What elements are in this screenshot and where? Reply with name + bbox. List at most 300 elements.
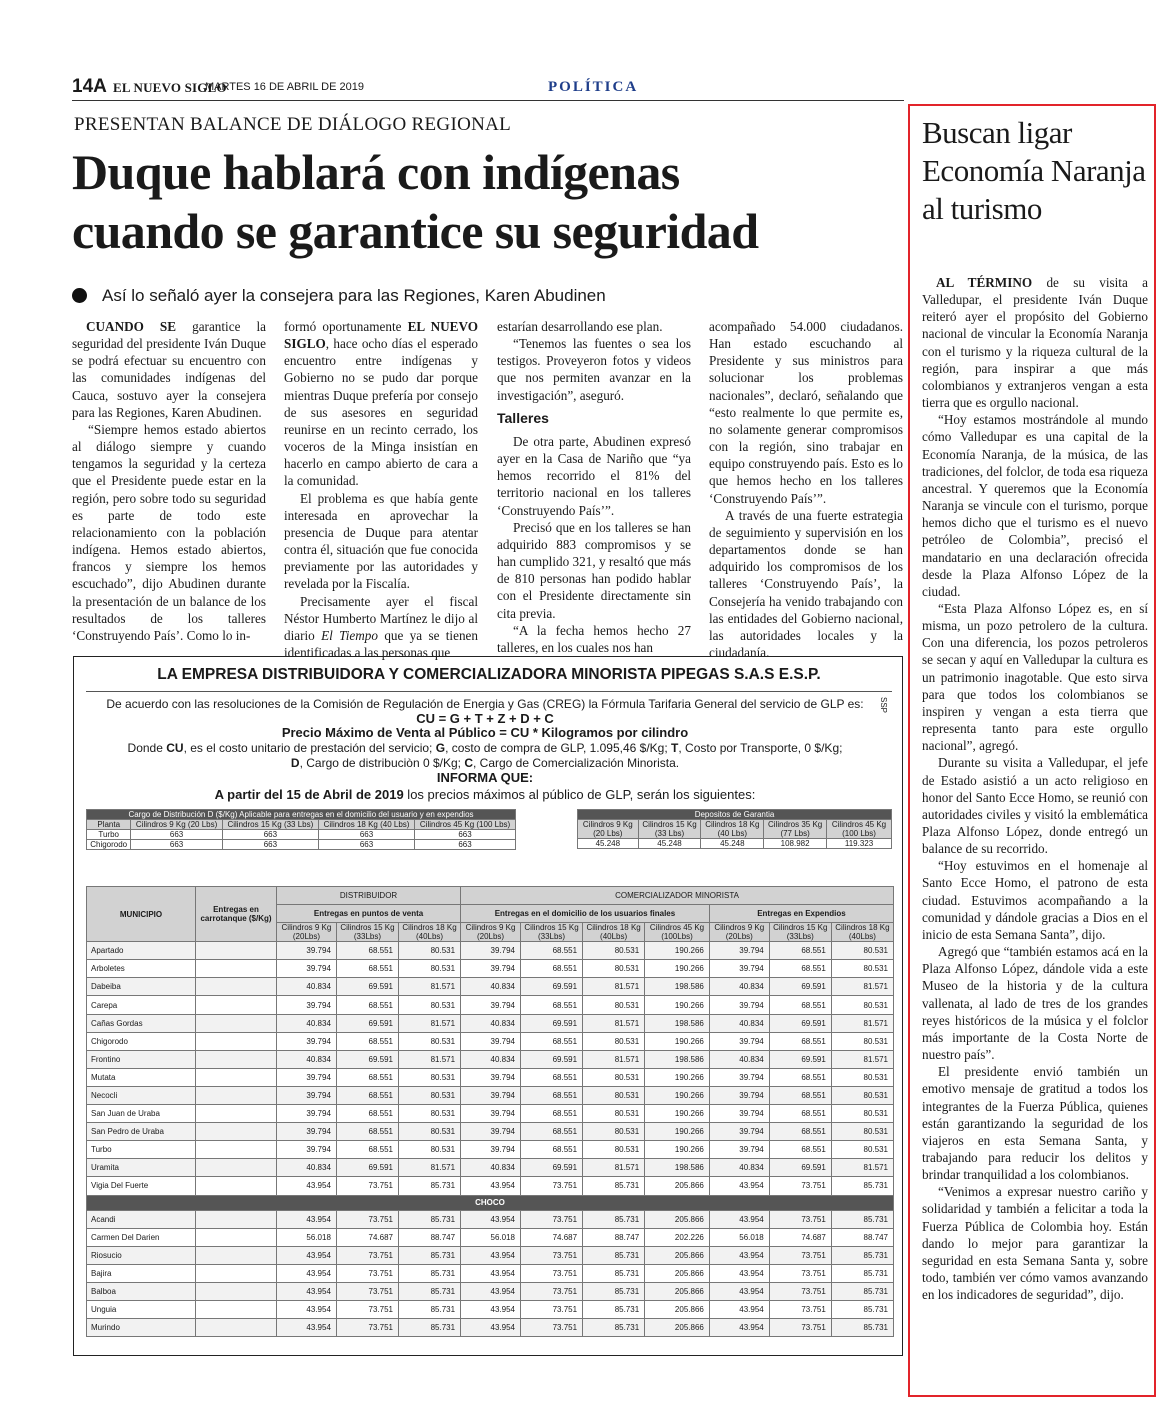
price-cell: 39.794 [277,960,337,978]
table-row [87,1282,894,1300]
price-cell: 85.731 [831,1177,893,1195]
column-header: Cilindros 9 Kg (20Lbs) [277,923,337,942]
price-cell: 43.954 [461,1282,521,1300]
price-cell: 43.954 [461,1264,521,1282]
price-cell: 69.591 [520,1014,582,1032]
price-cell: 81.571 [831,1014,893,1032]
price-cell: 205.866 [645,1319,710,1337]
price-cell: 68.551 [769,1068,831,1086]
price-cell: 73.751 [336,1246,398,1264]
price-cell: 39.794 [709,942,769,960]
paragraph: “Tenemos las fuentes o sea los testigos. Proveyeron fotos y videos que nos permiten avanzar en la investigación”, aseguró. [497,336,691,403]
table-cell: 663 [318,830,414,840]
headline-line-2: cuando se garantice su seguridad [72,203,759,259]
column-header: Cilindros 9 Kg (20 Lbs) [131,820,222,830]
price-cell: 39.794 [709,1105,769,1123]
price-cell: 68.551 [336,1105,398,1123]
price-cell: 68.551 [336,1141,398,1159]
price-cell: 68.551 [520,996,582,1014]
municipio-cell: Mutata [87,1068,196,1086]
price-cell: 88.747 [398,1228,460,1246]
price-cell: 73.751 [520,1300,582,1318]
price-cell: 198.586 [645,1014,710,1032]
column-header: Entregas en carrotanque ($/Kg) [196,887,277,942]
table-cell: 45.248 [701,839,764,849]
paragraph: “Venimos a expresar nuestro cariño y solidaridad y también a felicitar a toda la Fuerza Pública de Colombia hoy. Están dando lo mejor para garantizar la seguridad en esta Semana Santa y, sobre todo, también ver cómo vamos avanzando en los indicadores de seguridad”, dijo. [922,1184,1148,1303]
table-row [87,1228,894,1246]
paragraph: “Hoy estuvimos en el homenaje al Santo Ecce Homo, el patrono de esta ciudad. Estuvimos acompañando a la comunidad y dándole gracias a Dios en el inicio de esta Semana Santa”, dijo. [922,858,1148,942]
table-row [87,1068,894,1086]
price-cell: 198.586 [645,1159,710,1177]
table-cell: Turbo [87,830,131,840]
municipio-cell: Uramita [87,1159,196,1177]
carrotanque-cell [196,1300,277,1318]
price-cell: 69.591 [769,1014,831,1032]
price-cell: 39.794 [277,1032,337,1050]
price-cell: 80.531 [398,1105,460,1123]
table-cell: 45.248 [638,839,701,849]
table-cell: Chigorodo [87,840,131,850]
paragraph: A través de una fuerte estrategia de seguimiento y supervisión en los departamentos donde se han adquirido los compromisos de los talleres ‘Construyendo País’, la Consejería ha venido trabajando con las entidades del Gobierno nacional, las autoridades locales y la ciudadanía. [709,507,903,660]
newspaper-name: EL NUEVO SIGLO [113,80,227,95]
column-header: Cilindros 45 Kg (100Lbs) [645,923,710,942]
table-row [87,1123,894,1141]
article-column-3 [497,318,691,656]
table-row [87,1086,894,1104]
price-cell: 85.731 [583,1282,645,1300]
price-cell: 68.551 [336,960,398,978]
price-cell: 73.751 [336,1264,398,1282]
price-cell: 85.731 [398,1210,460,1228]
carrotanque-cell [196,1086,277,1104]
carrotanque-cell [196,1068,277,1086]
price-cell: 80.531 [831,1086,893,1104]
notice-line-2: Precio Máximo de Venta al Público = CU * Kilogramos por cilindro [281,725,689,740]
column-header: MUNICIPIO [87,887,196,942]
group-header: DISTRIBUIDOR [277,887,461,905]
table-row [87,1319,894,1337]
notice-line-3: Donde CU, es el costo unitario de prestación del servicio; G, costo de compra de GLP, 1.095,46 $/Kg; T, Costo por Transporte, 0 $/Kg; [127,741,843,755]
price-cell: 85.731 [831,1300,893,1318]
price-cell: 81.571 [831,1159,893,1177]
issue-date: MARTES 16 DE ABRIL DE 2019 [205,81,364,93]
price-cell: 43.954 [277,1246,337,1264]
paragraph: Precisamente ayer el fiscal Néstor Humberto Martínez le dijo al diario El Tiempo que ya se tienen identificadas a las personas que [284,593,478,660]
column-header: Cilindros 9 Kg (20Lbs) [461,923,521,942]
price-cell: 85.731 [583,1319,645,1337]
price-cell: 81.571 [398,1014,460,1032]
table-row [87,960,894,978]
table-cell: 108.982 [764,839,827,849]
price-cell: 43.954 [709,1246,769,1264]
price-cell: 73.751 [520,1177,582,1195]
table-caption: Cargo de Distribución D ($/Kg) Aplicable para entregas en el domicilio del usuario y en expendios [87,810,516,820]
municipio-cell: Carmen Del Darien [87,1228,196,1246]
price-cell: 43.954 [461,1210,521,1228]
paragraph: “Esta Plaza Alfonso López es, en sí misma, un pozo petrolero de la cultura. Con una diferencia, los pozos petroleros se secan y aquí en Valledupar la cultura es un patrimonio inagotable. Que esto sirva para que todos los colombianos se inspiren y vengan a esta tierra que representa tanto para este orgullo nacional”, agregó. [922,600,1148,754]
price-cell: 39.794 [277,1141,337,1159]
price-cell: 39.794 [461,1123,521,1141]
table-row [87,1264,894,1282]
table-cell: 663 [131,830,222,840]
table-row [87,942,894,960]
price-cell: 68.551 [336,1123,398,1141]
price-cell: 40.834 [709,1159,769,1177]
article-column-4 [709,318,903,661]
municipio-cell: Unguia [87,1300,196,1318]
price-cell: 43.954 [461,1177,521,1195]
article-column-2 [284,318,478,661]
table-row [87,1159,894,1177]
header-rule [72,100,904,101]
municipio-cell: Murindo [87,1319,196,1337]
table-row [578,839,892,849]
price-cell: 73.751 [769,1282,831,1300]
price-cell: 190.266 [645,942,710,960]
municipio-cell: Frontino [87,1050,196,1068]
price-cell: 80.531 [583,1032,645,1050]
price-cell: 69.591 [769,1159,831,1177]
price-cell: 43.954 [277,1319,337,1337]
price-cell: 73.751 [520,1246,582,1264]
price-cell: 69.591 [336,1159,398,1177]
price-cell: 39.794 [461,960,521,978]
price-cell: 88.747 [583,1228,645,1246]
price-cell: 85.731 [831,1282,893,1300]
price-cell: 80.531 [831,1123,893,1141]
price-cell: 80.531 [583,1068,645,1086]
group-header: Entregas en puntos de venta [277,905,461,923]
price-cell: 85.731 [583,1300,645,1318]
price-cell: 39.794 [461,1032,521,1050]
price-cell: 68.551 [769,942,831,960]
price-cell: 190.266 [645,1086,710,1104]
price-cell: 81.571 [583,1050,645,1068]
sidebar-body [922,274,1148,1303]
lead-in: CUANDO SE [86,319,177,334]
price-cell: 39.794 [461,1141,521,1159]
price-cell: 205.866 [645,1177,710,1195]
price-cell: 205.866 [645,1246,710,1264]
table-row [87,1050,894,1068]
price-cell: 205.866 [645,1282,710,1300]
notice-side-code: SSP [879,697,888,714]
column-header: Cilindros 15 Kg (33Lbs) [769,923,831,942]
price-cell: 39.794 [709,1141,769,1159]
notice-line-4: D, Cargo de distribuciòn 0 $/Kg; C, Cargo de Comercialización Minorista. [290,756,680,770]
price-cell: 43.954 [709,1177,769,1195]
price-cell: 73.751 [520,1282,582,1300]
municipio-cell: Chigorodo [87,1032,196,1050]
municipio-cell: Vigia Del Fuerte [87,1177,196,1195]
price-cell: 69.591 [336,1014,398,1032]
notice-title: LA EMPRESA DISTRIBUIDORA Y COMERCIALIZADORA MINORISTA PIPEGAS S.A.S E.S.P. [157,666,821,683]
carrotanque-cell [196,1282,277,1300]
price-cell: 190.266 [645,1123,710,1141]
price-cell: 81.571 [831,1050,893,1068]
carrotanque-cell [196,1105,277,1123]
price-cell: 43.954 [461,1319,521,1337]
price-cell: 40.834 [709,1014,769,1032]
price-cell: 39.794 [461,1105,521,1123]
lead-in: AL TÉRMINO [936,275,1033,290]
price-cell: 190.266 [645,1141,710,1159]
price-cell: 73.751 [769,1246,831,1264]
price-cell: 81.571 [583,978,645,996]
price-cell: 69.591 [336,1050,398,1068]
price-cell: 68.551 [769,1086,831,1104]
municipio-cell: Riosucio [87,1246,196,1264]
price-cell: 85.731 [398,1319,460,1337]
column-header: Cilindros 18 Kg (40Lbs) [831,923,893,942]
price-cell: 80.531 [583,996,645,1014]
table-cell: 663 [415,840,516,850]
price-cell: 69.591 [520,1050,582,1068]
price-cell: 40.834 [709,1050,769,1068]
price-cell: 80.531 [831,1105,893,1123]
paragraph: formó oportunamente EL NUEVO SIGLO, hace ocho días el esperado encuentro entre indígenas y Gobierno no se pudo dar porque mientras Duque prefería por consejo de sus asesores en seguridad reunirse en un recinto cerrado, los voceros de la Minga insistían en hacerlo en campo abierto de cara a la comunidad. [284,319,478,489]
column-header: Cilindros 15 Kg (33Lbs) [520,923,582,942]
notice-rule [86,691,892,692]
table-cell: 663 [415,830,516,840]
price-cell: 73.751 [520,1264,582,1282]
price-cell: 68.551 [769,1105,831,1123]
table-row [87,996,894,1014]
table-row [87,840,516,850]
price-cell: 68.551 [336,996,398,1014]
price-cell: 68.551 [520,1105,582,1123]
price-cell: 81.571 [831,978,893,996]
carrotanque-cell [196,1228,277,1246]
price-cell: 73.751 [336,1282,398,1300]
price-cell: 68.551 [520,960,582,978]
price-cell: 73.751 [336,1319,398,1337]
price-cell: 43.954 [709,1300,769,1318]
municipio-cell: San Juan de Uraba [87,1105,196,1123]
municipio-cell: Necocli [87,1086,196,1104]
paragraph: De otra parte, Abudinen expresó ayer en la Casa de Nariño que “ya hemos recorrido el 81% del territorio nacional en los talleres ‘Construyendo País’”. [497,433,691,518]
price-cell: 80.531 [831,1068,893,1086]
paragraph: estarían desarrollando ese plan. [497,319,663,334]
paragraph: “Siempre hemos estado abiertos al diálogo siempre y cuando tengamos la seguridad y la certeza que el Presidente puede estar en la región, pero sobre todo su seguridad es parte de todo este relacionamiento con la población indígena. Hemos estado abiertos, francos y siempre los hemos escuchado”, dijo Abudinen durante la presentación de un balance de los resultados de los talleres ‘Construyendo País’. Como lo in- [72,421,266,643]
price-cell: 43.954 [709,1210,769,1228]
column-header: Cilindros 35 Kg (77 Lbs) [764,820,827,839]
price-cell: 40.834 [277,1014,337,1032]
table-row [87,978,894,996]
price-cell: 40.834 [277,978,337,996]
price-cell: 39.794 [709,996,769,1014]
price-cell: 80.531 [398,1068,460,1086]
column-header: Cilindros 9 Kg (20 Lbs) [578,820,639,839]
price-cell: 68.551 [769,1032,831,1050]
price-cell: 80.531 [831,1032,893,1050]
price-cell: 88.747 [831,1228,893,1246]
paragraph: “Hoy estamos mostrándole al mundo cómo Valledupar es una capital de la Economía Naranja, de la música, de las tradiciones, del folclor, de toda esa riqueza ancestral. Y queremos que la Economía Naranja se vincule con el turismo, porque hemos dicho que el turismo es el nuevo petróleo de Colombia”, precisó el mandatario en una declaración ofrecida desde la Plaza Alfonso López de la ciudad. [922,412,1148,599]
price-cell: 56.018 [709,1228,769,1246]
price-cell: 190.266 [645,960,710,978]
price-cell: 81.571 [398,978,460,996]
price-cell: 80.531 [583,1086,645,1104]
department-label: CHOCO [87,1195,894,1210]
price-cell: 73.751 [336,1300,398,1318]
price-cell: 69.591 [336,978,398,996]
carrotanque-cell [196,1050,277,1068]
column-header: Cilindros 45 Kg (100 Lbs) [827,820,892,839]
price-cell: 40.834 [461,1050,521,1068]
page-number: 14A [72,76,107,97]
bullet-icon [72,288,87,303]
price-cell: 80.531 [831,942,893,960]
municipio-cell: Arboletes [87,960,196,978]
price-cell: 68.551 [520,1086,582,1104]
price-cell: 39.794 [277,996,337,1014]
price-cell: 69.591 [520,978,582,996]
price-cell: 80.531 [583,960,645,978]
municipio-cell: Bajira [87,1264,196,1282]
paper-mention: EL NUEVO SIGLO [284,319,478,352]
carrotanque-cell [196,1123,277,1141]
price-cell: 74.687 [520,1228,582,1246]
price-cell: 68.551 [769,996,831,1014]
price-cell: 39.794 [709,1068,769,1086]
price-cell: 81.571 [398,1050,460,1068]
price-table [86,886,894,1337]
price-cell: 40.834 [461,1014,521,1032]
price-cell: 190.266 [645,1032,710,1050]
price-cell: 80.531 [398,996,460,1014]
price-cell: 39.794 [277,942,337,960]
price-cell: 43.954 [277,1177,337,1195]
carrotanque-cell [196,996,277,1014]
price-cell: 68.551 [336,1068,398,1086]
municipio-cell: Turbo [87,1141,196,1159]
price-cell: 69.591 [769,1050,831,1068]
group-header: Entregas en el domicilio de los usuarios finales [461,905,710,923]
price-cell: 85.731 [583,1210,645,1228]
group-header: Entregas en Expendios [709,905,893,923]
table-row [87,1105,894,1123]
price-cell: 69.591 [520,1159,582,1177]
headline-line-1: Duque hablará con indígenas [72,144,680,200]
price-cell: 85.731 [398,1264,460,1282]
price-cell: 80.531 [398,1141,460,1159]
price-cell: 198.586 [645,978,710,996]
price-cell: 85.731 [831,1264,893,1282]
table-cell: 119.323 [827,839,892,849]
price-cell: 190.266 [645,1105,710,1123]
price-cell: 85.731 [583,1177,645,1195]
price-cell: 85.731 [398,1246,460,1264]
price-cell: 85.731 [583,1246,645,1264]
article-kicker: PRESENTAN BALANCE DE DIÁLOGO REGIONAL [74,114,512,135]
table-row [87,1300,894,1318]
table-row [87,1210,894,1228]
paragraph: El problema es que había gente interesada en aprovechar la presencia de Duque para atentar contra él, situación que fue conocida previamente por las autoridades y revelada por la Fiscalía. [284,490,478,592]
price-cell: 43.954 [709,1319,769,1337]
paragraph: Agregó que “también estamos acá en la Plaza Alfonso López, dándole vida a este Museo de la historia y de la cultura vallenata, al lado de tres de los grandes reyes históricos de la música y el folclor más importante de la Costa Norte de nuestro país”. [922,944,1148,1063]
price-cell: 73.751 [769,1300,831,1318]
price-cell: 80.531 [831,996,893,1014]
price-cell: 85.731 [583,1264,645,1282]
price-cell: 85.731 [831,1319,893,1337]
price-cell: 56.018 [277,1228,337,1246]
column-header: Cilindros 45 Kg (100 Lbs) [415,820,516,830]
price-cell: 74.687 [769,1228,831,1246]
price-cell: 81.571 [398,1159,460,1177]
column-header: Cilindros 15 Kg (33 Lbs) [222,820,318,830]
municipio-cell: Apartado [87,942,196,960]
price-cell: 68.551 [769,960,831,978]
price-cell: 39.794 [461,996,521,1014]
carrotanque-cell [196,960,277,978]
price-cell: 80.531 [398,1123,460,1141]
column-header: Planta [87,820,131,830]
notice-formula: CU = G + T + Z + D + C [416,711,554,726]
municipio-cell: Carepa [87,996,196,1014]
carrotanque-cell [196,1319,277,1337]
carrotanque-cell [196,1177,277,1195]
table-cell: 663 [131,840,222,850]
price-cell: 39.794 [277,1086,337,1104]
price-cell: 73.751 [520,1210,582,1228]
price-cell: 43.954 [277,1210,337,1228]
price-cell: 73.751 [769,1210,831,1228]
price-cell: 39.794 [709,960,769,978]
column-header: Cilindros 9 Kg (20Lbs) [709,923,769,942]
column-header: Cilindros 15 Kg (33 Lbs) [638,820,701,839]
table-row [87,830,516,840]
price-cell: 68.551 [520,1032,582,1050]
article-column-1 [72,318,266,644]
price-cell: 43.954 [461,1300,521,1318]
price-cell: 69.591 [769,978,831,996]
price-cell: 73.751 [769,1319,831,1337]
price-cell: 85.731 [831,1246,893,1264]
paragraph: acompañado 54.000 ciudadanos. Han estado escuchando al Presidente y sus ministros para solucionar los problemas nacionales”, declaró, señalando que “esto realmente lo que permite es, no solamente generar compromisos con la región, sino trabajar en equipo construyendo país. Esto es lo que hemos hecho en los talleres ‘Construyendo País’”. [709,319,903,506]
price-cell: 85.731 [398,1177,460,1195]
paragraph: AL TÉRMINO de su visita a Valledupar, el presidente Iván Duque reiteró ayer el propósito del Gobierno nacional de vincular la Economía Naranja con el turismo y la riqueza cultural de la región, para inspirar a que más colombianos y extranjeros vengan a esta tierra que es orgullo nacional. [922,275,1148,411]
table-cell: 45.248 [578,839,639,849]
municipio-cell: Balboa [87,1282,196,1300]
table-row [87,1014,894,1032]
section-subhead: Talleres [497,409,549,426]
deposit-table [577,809,892,849]
paragraph: Durante su visita a Valledupar, el jefe de Estado asistió a un acto religioso en honor del Santo Ecce Homo, se reunió con autoridades civiles y visitó la emblemática Plaza Alfonso López, donde entregó un balance de su recorrido. [922,755,1148,857]
price-cell: 73.751 [336,1177,398,1195]
pipegas-notice [73,656,903,1356]
price-cell: 43.954 [277,1300,337,1318]
group-header: COMERCIALIZADOR MINORISTA [461,887,894,905]
price-cell: 80.531 [398,960,460,978]
price-cell: 39.794 [709,1032,769,1050]
price-cell: 68.551 [769,1141,831,1159]
column-header: Cilindros 18 Kg (40Lbs) [398,923,460,942]
paragraph: “A la fecha hemos hecho 27 talleres, en los cuales nos han [497,622,691,655]
municipio-cell: Acandi [87,1210,196,1228]
price-cell: 39.794 [277,1068,337,1086]
price-cell: 39.794 [277,1105,337,1123]
price-cell: 81.571 [583,1014,645,1032]
carrotanque-cell [196,1264,277,1282]
price-cell: 80.531 [398,942,460,960]
carrotanque-cell [196,1159,277,1177]
carrotanque-cell [196,942,277,960]
price-cell: 85.731 [831,1210,893,1228]
price-cell: 73.751 [769,1177,831,1195]
table-row [87,1032,894,1050]
municipio-cell: Dabeiba [87,978,196,996]
price-cell: 40.834 [277,1050,337,1068]
